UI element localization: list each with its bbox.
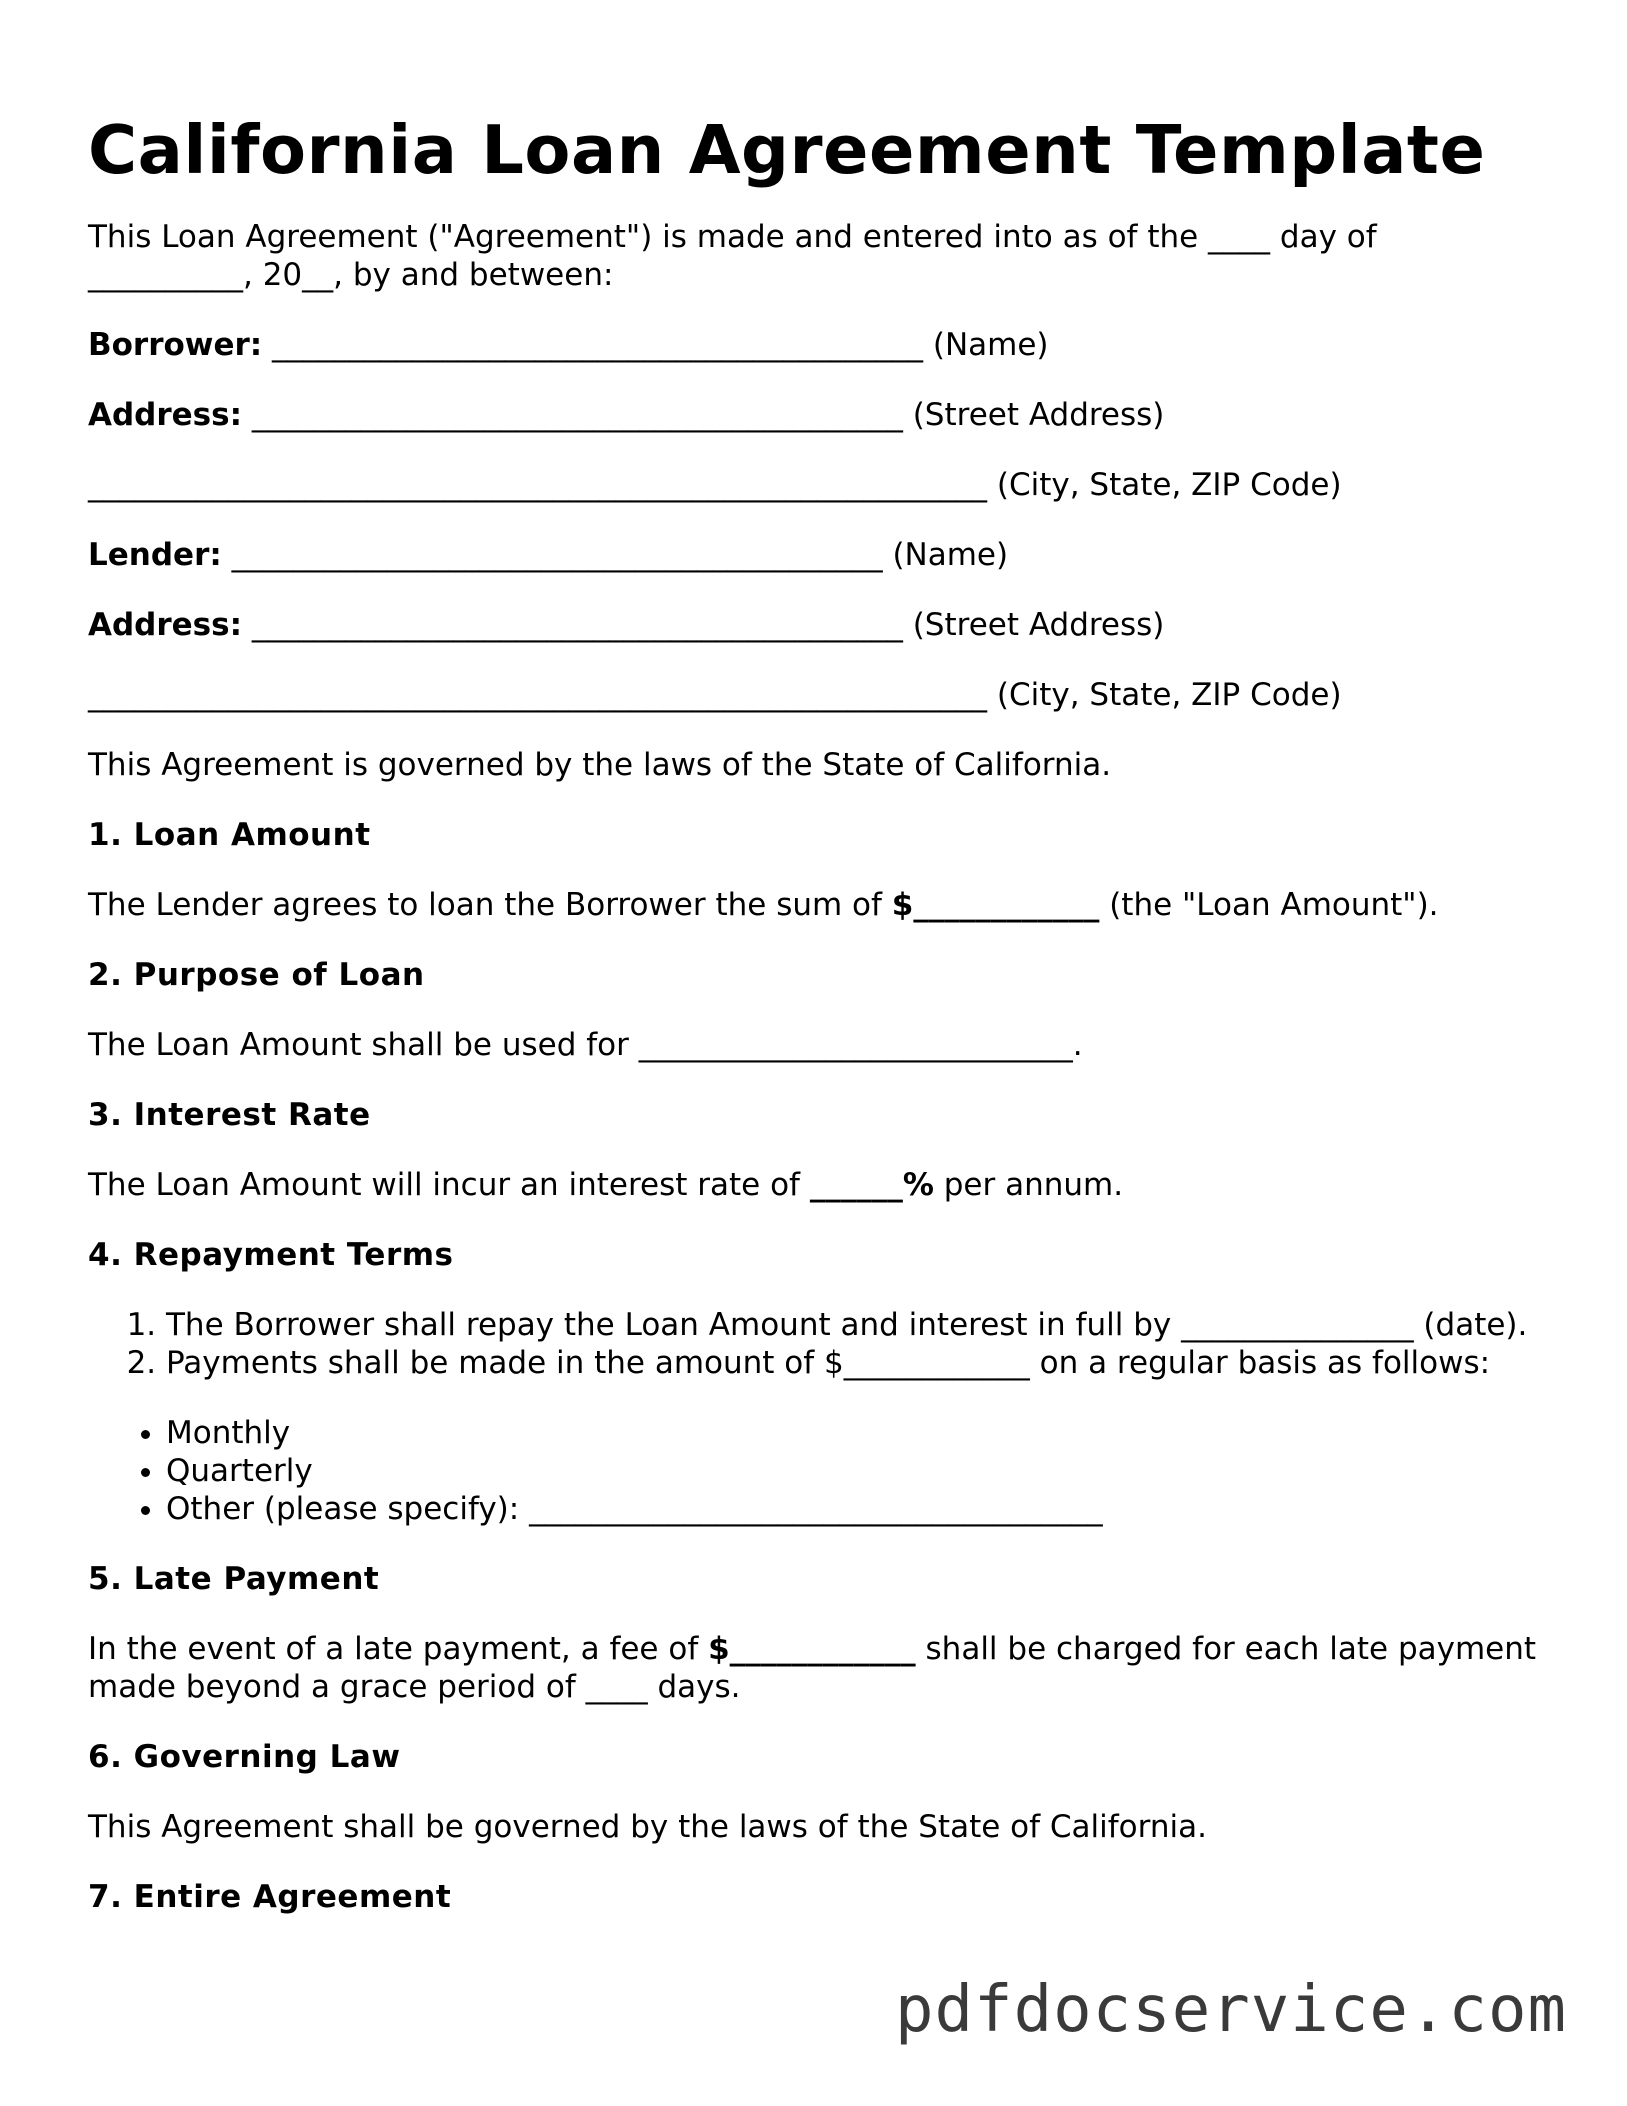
loan-amount-text-after: (the "Loan Amount"). xyxy=(1099,887,1439,923)
borrower-name-blank[interactable]: __________________________________________ (Name) xyxy=(262,327,1049,363)
document-page xyxy=(88,110,1548,1948)
borrower-address-blank[interactable]: __________________________________________ (Street Address) xyxy=(242,397,1165,433)
list-item: • Quarterly xyxy=(166,1452,1548,1490)
lender-name-field xyxy=(88,536,1548,574)
watermark: pdfdocservice.com xyxy=(894,1973,1567,2047)
interest-text xyxy=(88,1166,1548,1204)
intro-paragraph xyxy=(88,218,1548,294)
list-item: • Other (please specify): _____________________________________ xyxy=(166,1490,1548,1528)
lender-city-blank[interactable]: __________________________________________________________ (City, State, ZIP Code) xyxy=(88,677,1342,713)
list-item: 1. The Borrower shall repay the Loan Amount and interest in full by _______________ (date). xyxy=(166,1306,1548,1344)
payment-frequency-list xyxy=(88,1414,1548,1528)
lender-label: Lender: xyxy=(88,537,222,573)
section-heading-late-payment: 5. Late Payment xyxy=(88,1561,380,1597)
section-heading-entire-agreement: 7. Entire Agreement xyxy=(88,1879,452,1915)
list-item: 2. Payments shall be made in the amount of $____________ on a regular basis as follows: xyxy=(166,1344,1548,1382)
lender-address-label: Address: xyxy=(88,607,242,643)
borrower-city-blank[interactable]: __________________________________________________________ (City, State, ZIP Code) xyxy=(88,467,1342,503)
late-fee-blank[interactable]: $____________ xyxy=(708,1631,916,1667)
governed-intro: This Agreement is governed by the laws of the State of California. xyxy=(88,747,1112,783)
list-item: • Monthly xyxy=(166,1414,1548,1452)
interest-text-after: per annum. xyxy=(933,1167,1124,1203)
interest-text-before: The Loan Amount will incur an interest rate of xyxy=(88,1167,810,1203)
borrower-address-field xyxy=(88,396,1548,434)
borrower-city-field xyxy=(88,466,1548,504)
governing-law-text: This Agreement shall be governed by the laws of the State of California. xyxy=(88,1809,1207,1845)
section-heading-governing-law: 6. Governing Law xyxy=(88,1739,401,1775)
purpose-text: The Loan Amount shall be used for ____________________________. xyxy=(88,1027,1083,1063)
interest-rate-blank[interactable]: ______% xyxy=(809,1167,934,1203)
intro-line-1: This Loan Agreement ("Agreement") is made and entered into as of the ____ day of xyxy=(88,219,1377,255)
section-heading-interest: 3. Interest Rate xyxy=(88,1097,371,1133)
section-heading-loan-amount: 1. Loan Amount xyxy=(88,817,371,853)
lender-city-field xyxy=(88,676,1548,714)
late-payment-text-before: In the event of a late payment, a fee of xyxy=(88,1631,709,1667)
borrower-name-field xyxy=(88,326,1548,364)
loan-amount-text xyxy=(88,886,1548,924)
loan-amount-text-before: The Lender agrees to loan the Borrower the sum of xyxy=(88,887,892,923)
section-heading-repayment: 4. Repayment Terms xyxy=(88,1237,454,1273)
document-title: California Loan Agreement Template xyxy=(88,111,1486,189)
repayment-terms-list xyxy=(88,1306,1548,1382)
late-payment-text-after: shall be charged for each late payment made beyond a grace period of ____ days. xyxy=(88,1631,1537,1705)
late-payment-text xyxy=(88,1630,1548,1706)
section-heading-purpose: 2. Purpose of Loan xyxy=(88,957,425,993)
lender-address-field xyxy=(88,606,1548,644)
lender-address-blank[interactable]: __________________________________________ (Street Address) xyxy=(242,607,1165,643)
lender-name-blank[interactable]: __________________________________________ (Name) xyxy=(221,537,1009,573)
intro-line-2: __________, 20__, by and between: xyxy=(88,257,614,293)
borrower-address-label: Address: xyxy=(88,397,242,433)
borrower-label: Borrower: xyxy=(88,327,263,363)
loan-amount-blank[interactable]: $____________ xyxy=(891,887,1100,923)
